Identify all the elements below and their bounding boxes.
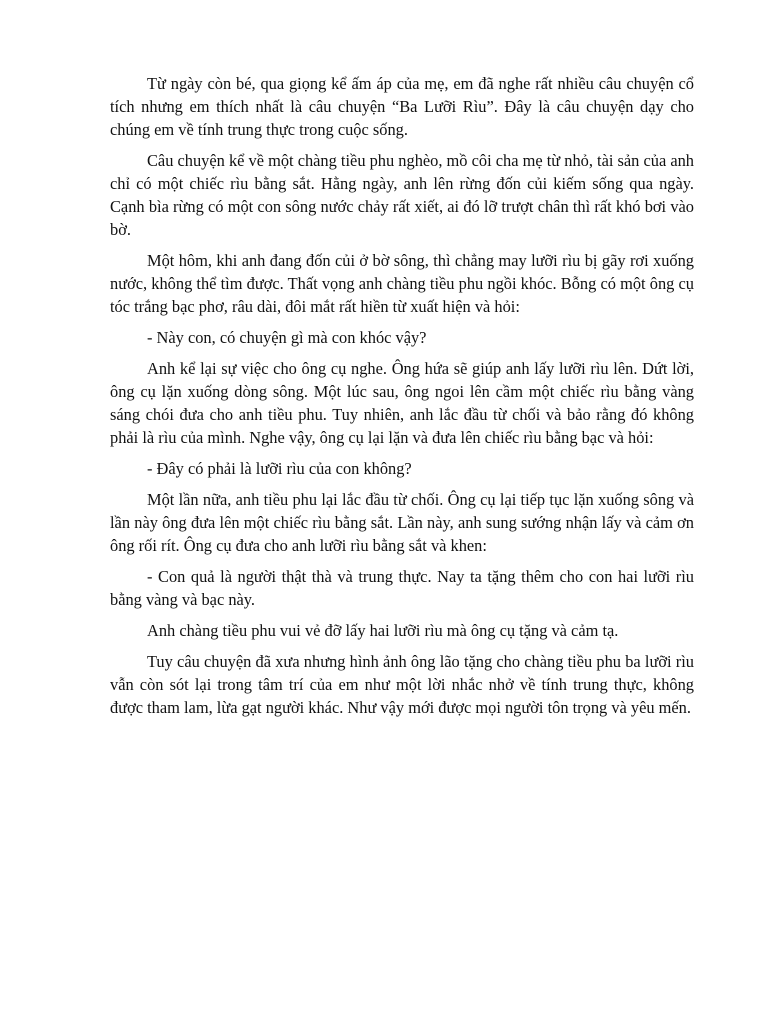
paragraph-6-dialogue: - Đây có phải là lưỡi rìu của con không? bbox=[147, 459, 412, 478]
paragraph-4-dialogue: - Này con, có chuyện gì mà con khóc vậy? bbox=[147, 328, 427, 347]
paragraph-3: Một hôm, khi anh đang đốn củi ở bờ sông, thì chẳng may lưỡi rìu bị gãy rơi xuống nước, không thể tìm được. Thất vọng anh chàng tiều phu ngồi khóc. Bỗng có một ông cụ tóc trắng bạc phơ, râu dài, đôi mắt rất hiền từ xuất hiện và hỏi: bbox=[110, 251, 694, 316]
paragraph-1: Từ ngày còn bé, qua giọng kể ấm áp của mẹ, em đã nghe rất nhiều câu chuyện cổ tích nhưng em thích nhất là câu chuyện “Ba Lưỡi Rìu”. Đây là câu chuyện dạy cho chúng em về tính trung thực trong cuộc sống. bbox=[110, 74, 694, 139]
paragraph-10: Tuy câu chuyện đã xưa nhưng hình ảnh ông lão tặng cho chàng tiều phu ba lưỡi rìu vẫn còn sót lại trong tâm trí của em như một lời nhắc nhở về tính trung thực, không được tham lam, lừa gạt người khác. Như vậy mới được mọi người tôn trọng và yêu mến. bbox=[110, 652, 694, 717]
paragraph-9: Anh chàng tiều phu vui vẻ đỡ lấy hai lưỡi rìu mà ông cụ tặng và cảm tạ. bbox=[147, 621, 619, 640]
paragraph-2: Câu chuyện kể về một chàng tiều phu nghèo, mồ côi cha mẹ từ nhỏ, tài sản của anh chỉ có một chiếc rìu bằng sắt. Hằng ngày, anh lên rừng đốn củi kiếm sống qua ngày. Cạnh bìa rừng có một con sông nước chảy rất xiết, ai đó lỡ trượt chân thì rất khó bơi vào bờ. bbox=[110, 151, 694, 239]
paragraph-8-dialogue: - Con quả là người thật thà và trung thực. Nay ta tặng thêm cho con hai lưỡi rìu bằng vàng và bạc này. bbox=[110, 567, 694, 609]
paragraph-5: Anh kể lại sự việc cho ông cụ nghe. Ông hứa sẽ giúp anh lấy lưỡi rìu lên. Dứt lời, ông cụ lặn xuống dòng sông. Một lúc sau, ông ngoi lên cầm một chiếc rìu bằng vàng sáng chói đưa cho anh tiều phu. Tuy nhiên, anh lắc đầu từ chối và bảo rằng đó không phải là rìu của mình. Nghe vậy, ông cụ lại lặn và đưa lên chiếc rìu bằng bạc và hỏi: bbox=[110, 359, 694, 447]
paragraph-7: Một lần nữa, anh tiều phu lại lắc đầu từ chối. Ông cụ lại tiếp tục lặn xuống sông và lần này ông đưa lên một chiếc rìu bằng sắt. Lần này, anh sung sướng nhận lấy và cảm ơn ông rối rít. Ông cụ đưa cho anh lưỡi rìu bằng sắt và khen: bbox=[110, 490, 694, 555]
